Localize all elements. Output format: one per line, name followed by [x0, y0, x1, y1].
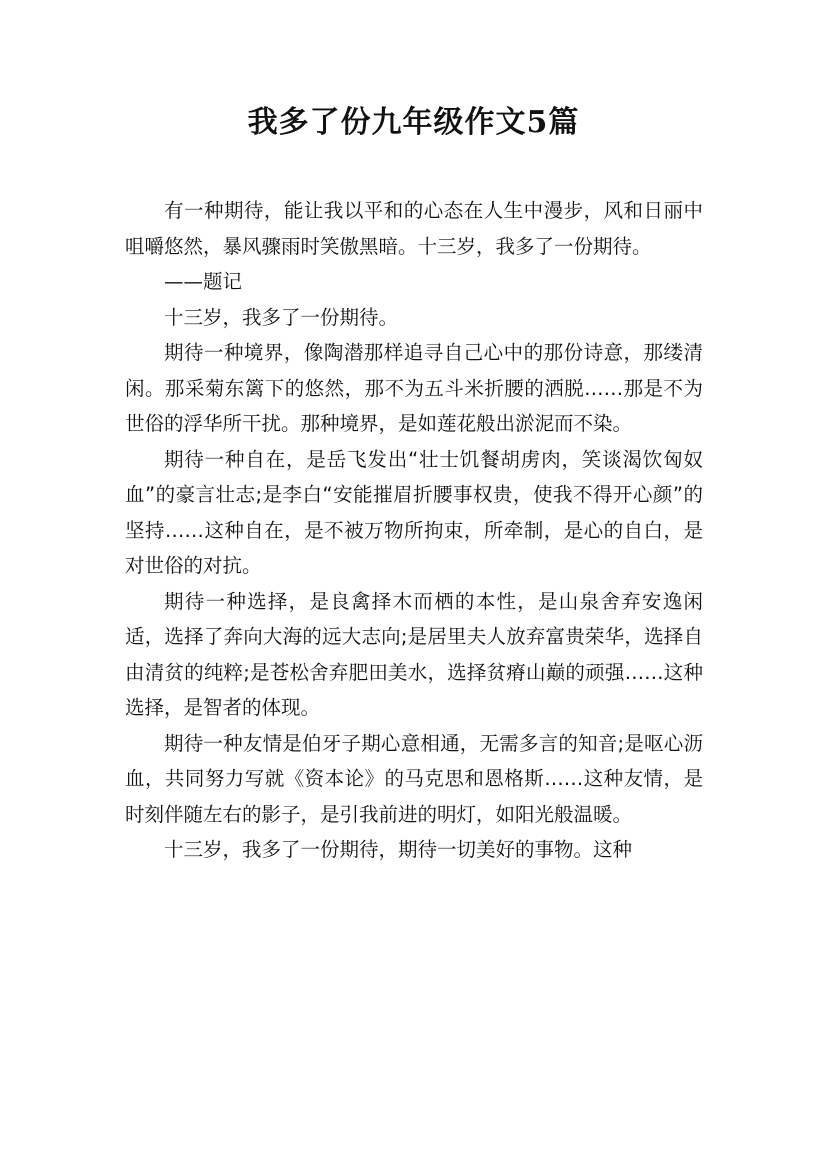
paragraph: 十三岁，我多了一份期待。: [164, 305, 399, 329]
paragraph: 期待一种友情是伯牙子期心意相通，无需多言的知音;是呕心沥血，共同努力写就《资本论》的马克思和恩格斯……这种友情，是时刻伴随左右的影子，是引我前进的明灯，如阳光般温暖。: [125, 731, 703, 826]
document-title: 我多了份九年级作文5篇: [247, 105, 580, 140]
paragraph-epigraph-signature: ——题记: [164, 270, 243, 293]
paragraph: 期待一种自在，是岳飞发出“壮士饥餐胡虏肉，笑谈渴饮匈奴血”的豪言壮志;是李白“安能摧眉折腰事权贵，使我不得开心颜”的坚持……这种自在，是不被万物所拘束，所牵制，是心的自白，是对世俗的对抗。: [125, 447, 703, 577]
paragraph: 期待一种境界，像陶潜那样追寻自己心中的那份诗意，那缕清闲。那采菊东篱下的悠然，那不为五斗米折腰的洒脱……那是不为世俗的浮华所干扰。那种境界，是如莲花般出淤泥而不染。: [125, 341, 703, 435]
paragraph: 十三岁，我多了一份期待，期待一切美好的事物。这种: [164, 838, 633, 861]
document-body: [125, 193, 703, 868]
paragraph: 有一种期待，能让我以平和的心态在人生中漫步，风和日丽中咀嚼悠然，暴风骤雨时笑傲黑暗。十三岁，我多了一份期待。: [125, 199, 703, 258]
paragraph: 期待一种选择，是良禽择木而栖的本性，是山泉舍弃安逸闲适，选择了奔向大海的远大志向;是居里夫人放弃富贵荣华，选择自由清贫的纯粹;是苍松舍弃肥田美水，选择贫瘠山巅的顽强……这种选择，是智者的体现。: [125, 589, 703, 719]
